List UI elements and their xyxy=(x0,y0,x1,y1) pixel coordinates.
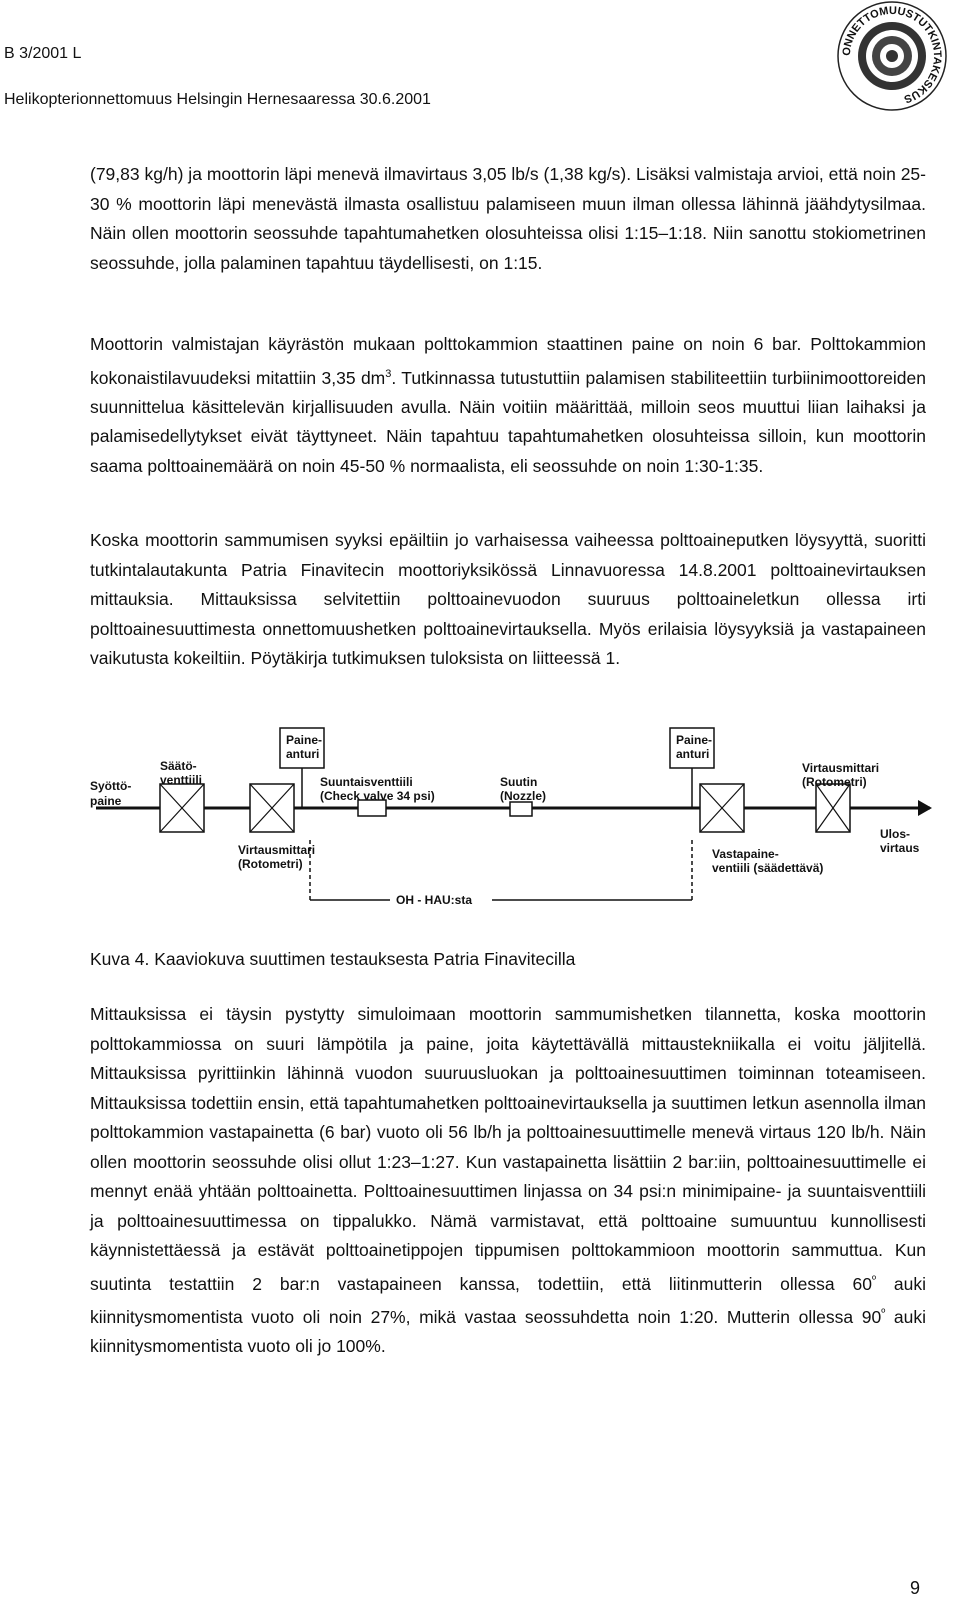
label-flowmeter-1a: Virtausmittari xyxy=(238,843,316,857)
label-pressure-sensor-1a: Paine- xyxy=(286,733,323,747)
flowmeter-2-symbol xyxy=(816,784,850,832)
label-control-valve-2: venttiili xyxy=(160,773,203,787)
label-back-pressure-2: ventiili (säädettävä) xyxy=(712,861,824,875)
test-setup-diagram xyxy=(80,720,936,930)
paragraph-2-part-b: . Tutkinnassa tutustuttiin palamisen stabiliteettiin turbiinimoottoreiden suunnittelua käsittelevän kirjallisuuden avulla. Näin voitiin määrittää, milloin seos muuttui liian laihaksi ja palamisedellytykset eivät täyttyneet. Näin tapahtuu tapahtumahetken olosuhteissa silloin, kun moottorin saama polttoainemäärä on noin 45-50 % normaalista, eli seossuhde on noin 1:30-1:35. xyxy=(90,367,926,476)
paragraph-5-part-b: auki kiinnitysmomentista vuoto oli noin 27%, mikä vastaa seossuhdetta noin 1:20. Mutterin ollessa 90 xyxy=(90,1273,927,1327)
degree-symbol-1: º xyxy=(871,1273,877,1286)
label-flowmeter-2a: Virtausmittari xyxy=(802,761,880,775)
label-nozzle-2: (Nozzle) xyxy=(500,789,546,803)
nozzle-symbol xyxy=(510,802,532,816)
superscript-3: 3 xyxy=(385,367,392,380)
label-outflow-2: virtaus xyxy=(880,841,920,855)
degree-symbol-2: º xyxy=(881,1306,886,1319)
logo-seal xyxy=(836,0,948,112)
label-pressure-sensor-2b: anturi xyxy=(676,747,710,761)
paragraph-3: Koska moottorin sammumisen syyksi epäiltiin jo varhaisessa vaiheessa polttoaineputken löysyyttä, suoritti tutkintalautakunta Patria Finavitecin moottoriyksikössä Linnavuoressa 14.8.2001 polttoainevirtauksen mittauksia. Mittauksissa selvitettiin polttoainevuodon suuruus polttoaineletkun ollessa irti polttoainesuuttimesta onnettomuushetken polttoainevirtauksella. Myös erilaisia löysyyksiä ja vastapaineen vaikutusta kokeiltiin. Pöytäkirja tutkimuksen tuloksista on liitteessä 1. xyxy=(90,530,926,668)
label-back-pressure-1: Vastapaine- xyxy=(712,847,779,861)
paragraph-2 xyxy=(90,330,926,481)
paragraph-1: (79,83 kg/h) ja moottorin läpi menevä ilmavirtaus 3,05 lb/s (1,38 kg/s). Lisäksi valmistaja arvioi, että noin 25-30 % moottorin läpi menevästä ilmasta osallistuu palamiseen muun ilman ollessa lähinnä jäähdytysilmaa. Näin ollen moottorin seossuhde tapahtumahetken olosuhteissa olisi 1:15–1:18. Niin sanottu stokiometrinen seossuhde, jolla palaminen tapahtuu täydellisesti, on 1:15. xyxy=(90,164,926,273)
label-flowmeter-1b: (Rotometri) xyxy=(238,857,303,871)
label-control-valve-1: Säätö- xyxy=(160,759,197,773)
paragraph-5 xyxy=(90,1000,926,1362)
control-valve-symbol xyxy=(160,784,204,832)
label-pressure-sensor-2a: Paine- xyxy=(676,733,713,747)
page-number: 9 xyxy=(910,1578,921,1598)
report-id: B 3/2001 L xyxy=(4,45,82,62)
report-title: Helikopterionnettomuus Helsingin Hernesaaressa 30.6.2001 xyxy=(4,91,431,108)
label-oh-hau: OH - HAU:sta xyxy=(396,893,473,907)
outflow-arrow xyxy=(918,800,932,816)
paragraph-5-part-a: Mittauksissa ei täysin pystytty simuloimaan moottorin sammumishetken tilannetta, koska moottorin polttokammiossa on suuri lämpötila ja paine, joita käytettävällä mittaustekniikalla ei voitu jäljitellä. Mittauksissa pyrittiinkin lähinnä vuodon suuruusluokan ja polttoainesuuttimen toiminnan toteamiseen. Mittauksissa todettiin ensin, että tapahtumahetken polttoainevirtauksella ja suuttimen letkun asennolla ilman polttokammion vastapainetta (6 bar) vuoto oli 56 lb/h ja polttoainesuuttimelle menevä virtaus 120 lb/h. Näin ollen moottorin seossuhde olisi ollut 1:23–1:27. Kun vastapainetta lisättiin 2 bar:iin, polttoainesuuttimelle ei mennyt enää yhtään polttoainetta. Polttoainesuuttimen linjassa on 34 psi:n minimipaine- ja suuntaisventtiili ja polttoainesuuttimessa on tippalukko. Nämä varmistavat, että polttoaine sumuuntuu kunnollisesti käynnistettäessä ja estävät polttoainetippojen tippumisen polttokammioon moottorin sammuttua. Kun suutinta testattiin 2 bar:n vastapaineen kanssa, todettiin, että liitinmutterin ollessa 60 xyxy=(90,1004,926,1294)
paragraph-5-part-c: auki kiinnitysmomentista vuoto oli jo 100%. xyxy=(90,1306,926,1357)
svg-text:ONNETTOMUUSTUTKINTAKESKUS: ONNETTOMUUSTUTKINTAKESKUS xyxy=(840,4,944,106)
label-supply-1: Syöttö- xyxy=(90,779,132,793)
label-check-valve-1: Suuntaisventtiili xyxy=(320,775,413,789)
label-flowmeter-2b: (Rotometri) xyxy=(802,775,867,789)
figure-caption: Kuva 4. Kaaviokuva suuttimen testauksesta Patria Finavitecilla xyxy=(90,949,576,969)
label-outflow-1: Ulos- xyxy=(880,827,910,841)
back-pressure-valve-symbol xyxy=(700,784,744,832)
label-pressure-sensor-1b: anturi xyxy=(286,747,320,761)
flowmeter-1-symbol xyxy=(250,784,294,832)
paragraph-2-part-a: Moottorin valmistajan käyrästön mukaan polttokammion staattinen paine on noin 6 bar. Polttokammion kokonaistilavuudeksi mitattiin 3,35 dm xyxy=(90,334,926,388)
label-check-valve-2: (Check valve 34 psi) xyxy=(320,789,435,803)
label-supply-2: paine xyxy=(90,794,122,808)
label-nozzle-1: Suutin xyxy=(500,775,538,789)
